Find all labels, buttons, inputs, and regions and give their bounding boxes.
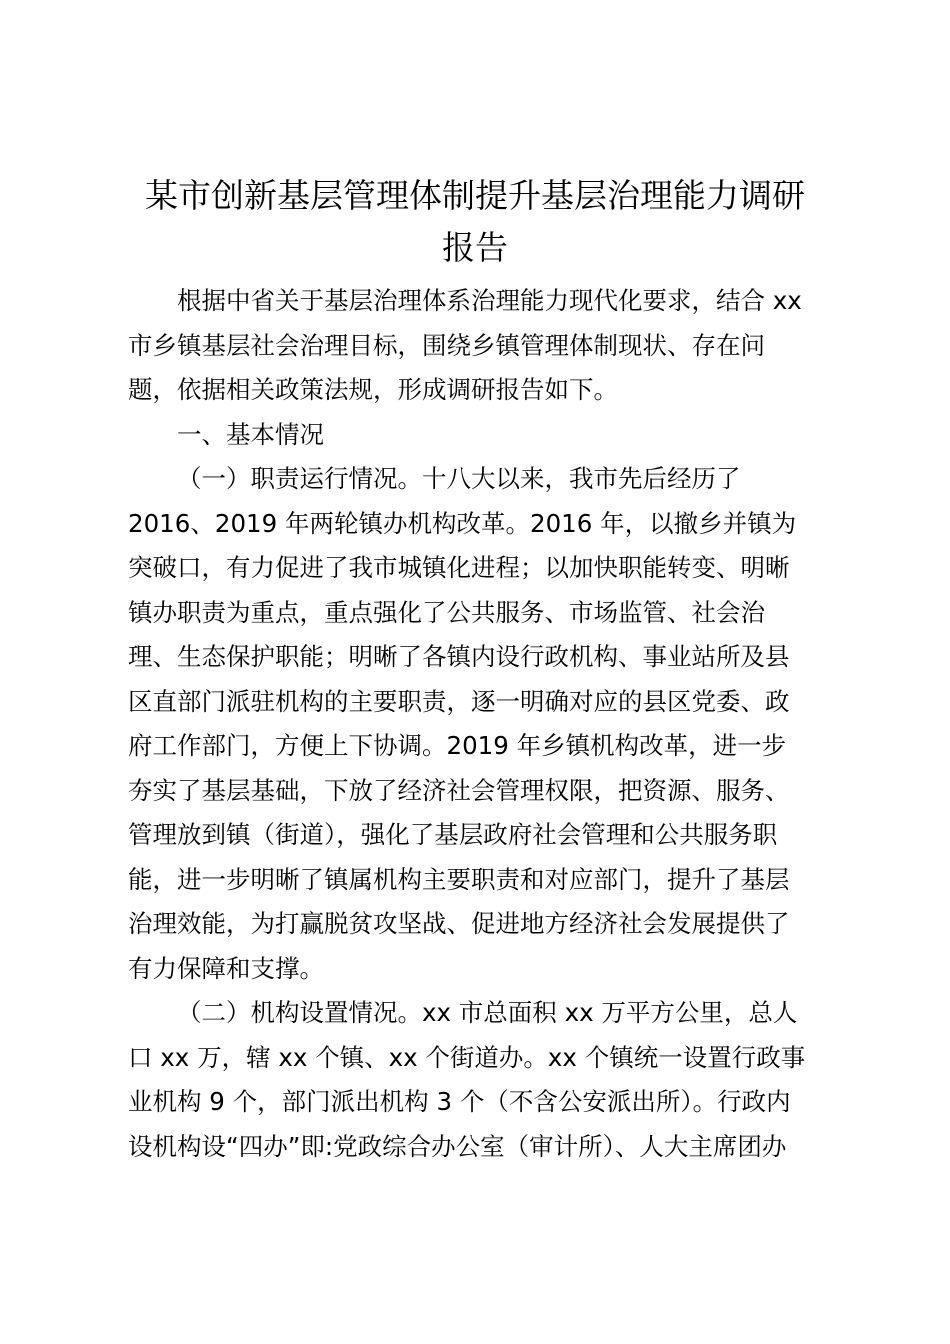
intro-paragraph [128, 279, 828, 413]
text-line: 突破口，有力促进了我市城镇化进程；以加快职能转变、明晰 [128, 553, 790, 582]
text-line: （二）机构设置情况。xx 市总面积 xx 万平方公里，总人 [177, 998, 798, 1027]
text-line: （一）职责运行情况。十八大以来，我市先后经历了 [177, 464, 741, 493]
organization-setup-paragraph [128, 991, 828, 1169]
text-line: 府工作部门，方便上下协调。2019 年乡镇机构改革，进一步 [128, 731, 787, 760]
text-line: 镇办职责为重点，重点强化了公共服务、市场监管、社会治 [128, 597, 765, 627]
duty-operation-paragraph [128, 457, 828, 991]
text-line: 一、基本情况 [177, 419, 324, 449]
text-line: 夯实了基层基础，下放了经济社会管理权限，把资源、服务、 [128, 775, 790, 805]
text-line: 口 xx 万，辖 xx 个镇、xx 个街道办。xx 个镇统一设置行政事 [128, 1042, 806, 1072]
text-line: 有力保障和支撑。 [128, 953, 324, 983]
text-line: 市乡镇基层社会治理目标，围绕乡镇管理体制现状、存在问 [128, 330, 765, 360]
text-line: 管理放到镇（街道），强化了基层政府社会管理和公共服务职 [128, 820, 778, 849]
text-line: 治理效能，为打赢脱贫攻坚战、促进地方经济社会发展提供了 [128, 909, 790, 938]
document-title [120, 170, 830, 274]
title-line: 某市创新基层管理体制提升基层治理能力调研 [145, 176, 805, 215]
text-line: 设机构设“四办”即:党政综合办公室（审计所）、人大主席团办 [128, 1131, 787, 1161]
text-line: 题，依据相关政策法规，形成调研报告如下。 [128, 375, 618, 404]
section-heading [128, 413, 828, 458]
title-line: 报告 [442, 228, 508, 267]
text-line: 区直部门派驻机构的主要职责，逐一明确对应的县区党委、政 [128, 686, 790, 716]
text-line: 理、生态保护职能；明晰了各镇内设行政机构、事业站所及县 [128, 642, 790, 671]
text-line: 2016、2019 年两轮镇办机构改革。2016 年，以撤乡并镇为 [128, 508, 797, 538]
document-body [128, 279, 828, 1169]
text-line: 能，进一步明晰了镇属机构主要职责和对应部门，提升了基层 [128, 864, 790, 894]
text-line: 业机构 9 个，部门派出机构 3 个（不含公安派出所）。行政内 [128, 1087, 791, 1116]
text-line: 根据中省关于基层治理体系治理能力现代化要求，结合 xx [177, 286, 802, 315]
